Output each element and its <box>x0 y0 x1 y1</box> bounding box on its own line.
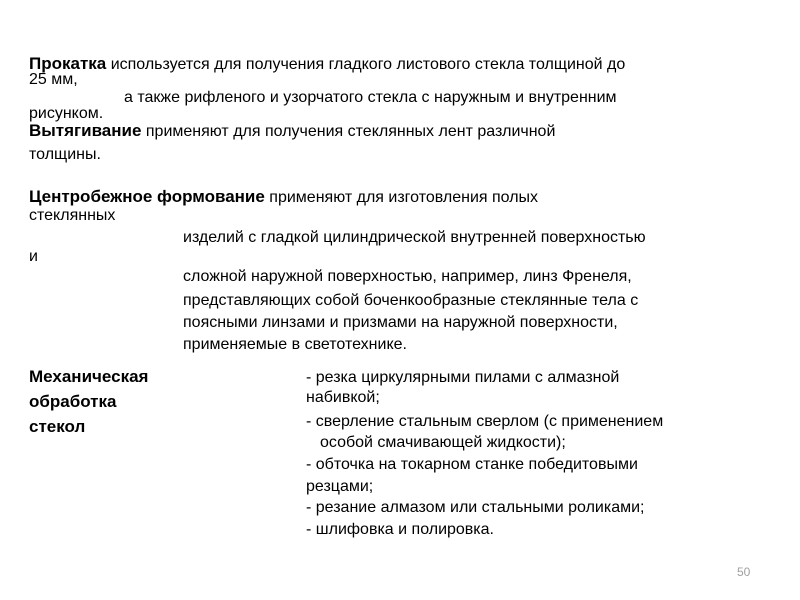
rolling-term: Прокатка <box>29 54 107 73</box>
drawing-paragraph-line1 <box>29 121 555 141</box>
drawing-term: Вытягивание <box>29 121 142 140</box>
drawing-line2: толщины. <box>29 146 101 163</box>
centrifugal-text: применяют для изготовления полых <box>264 189 539 206</box>
rolling-line2: 25 мм, <box>29 71 78 88</box>
mechanical-heading-line3: стекол <box>29 417 86 436</box>
mechanical-heading-line1: Механическая <box>29 367 149 386</box>
mechanical-item: - сверление стальным сверлом (с применением <box>306 413 664 430</box>
rolling-line3: а также рифленого и узорчатого стекла с наружным и внутренним <box>124 89 617 106</box>
centrifugal-line2: стеклянных <box>29 207 116 224</box>
centrifugal-line7: поясными линзами и призмами на наружной поверхности, <box>183 314 618 331</box>
centrifugal-line6: представляющих собой боченкообразные стеклянные тела с <box>183 292 639 309</box>
mechanical-item: набивкой; <box>306 389 380 406</box>
centrifugal-line8: применяемые в светотехнике. <box>183 336 407 353</box>
centrifugal-line3: изделий с гладкой цилиндрической внутренней поверхностью <box>183 229 646 246</box>
rolling-paragraph-line1 <box>29 54 625 74</box>
drawing-text: применяют для получения стеклянных лент различной <box>141 123 556 140</box>
centrifugal-term: Центробежное формование <box>29 187 265 206</box>
mechanical-item: - шлифовка и полировка. <box>306 521 494 538</box>
mechanical-item: - резка циркулярными пилами с алмазной <box>306 369 620 386</box>
centrifugal-paragraph-line1 <box>29 187 538 207</box>
mechanical-item: резцами; <box>306 478 374 495</box>
mechanical-item: - обточка на токарном станке победитовыми <box>306 456 638 473</box>
rolling-line4: рисунком. <box>29 105 104 122</box>
page-number: 50 <box>737 565 751 579</box>
mechanical-item: - резание алмазом или стальными роликами; <box>306 499 645 516</box>
centrifugal-line5: сложной наружной поверхностью, например, линз Френеля, <box>183 268 632 285</box>
mechanical-item: особой смачивающей жидкости); <box>320 434 566 451</box>
centrifugal-line4: и <box>29 248 38 265</box>
rolling-text: используется для получения гладкого листового стекла толщиной до <box>106 56 626 73</box>
mechanical-heading-line2: обработка <box>29 392 117 411</box>
